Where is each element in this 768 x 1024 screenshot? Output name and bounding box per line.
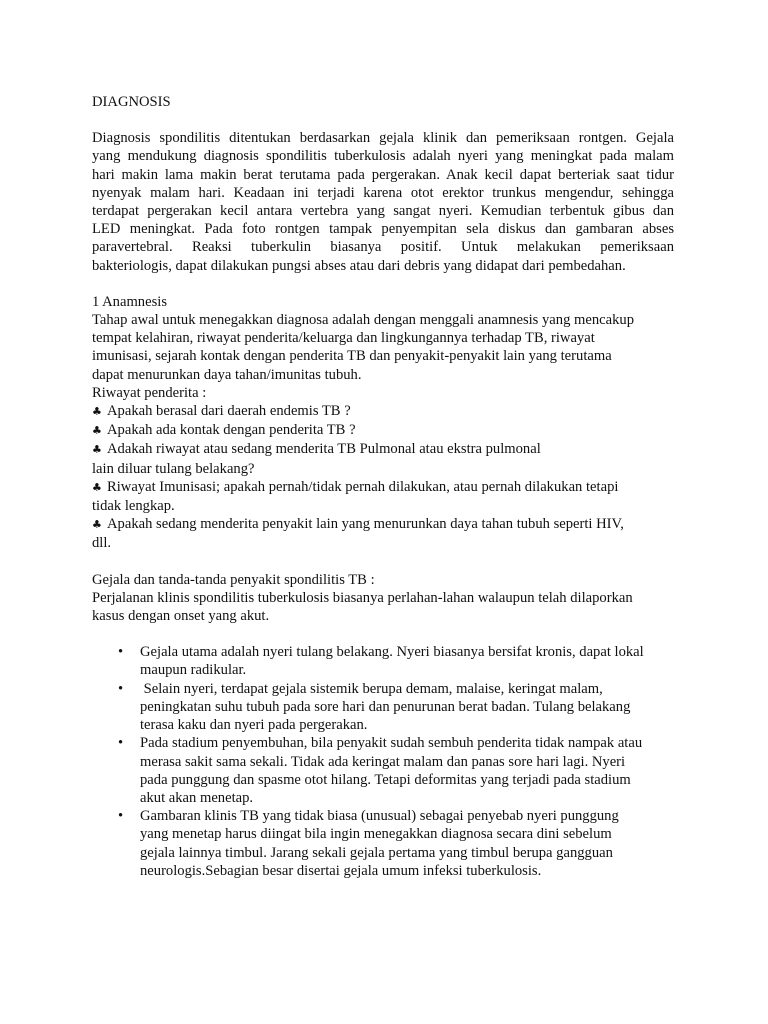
bullet-dot-icon: •	[118, 735, 124, 752]
anamnesis-line: tempat kelahiran, riwayat penderita/keluarga dan lingkungannya terhadap TB, riwayat	[92, 330, 595, 347]
anamnesis-heading: 1 Anamnesis	[92, 293, 167, 310]
list-item-line: Pada stadium penyembuhan, bila penyakit sudah sembuh penderita tidak nampak atau	[140, 735, 643, 752]
list-item-line: neurologis.Sebagian besar disertai gejala umum infeksi tuberkulosis.	[140, 862, 542, 879]
riwayat-item	[92, 478, 674, 497]
document-page	[92, 93, 674, 880]
intro-paragraph	[92, 129, 674, 275]
list-item-line: yang menetap harus diingat bila ingin menegakkan diagnosa secara dini sebelum	[140, 826, 612, 843]
list-item-line: peningkatan suhu tubuh pada sore hari dan penurunan berat badan. Tulang belakang	[140, 698, 631, 715]
list-item	[92, 734, 674, 807]
intro-line: terdapat pergerakan kecil antara vertebra yang sangat nyeri. Kemudian terbentuk gibus dan	[92, 203, 674, 220]
gejala-bullet-list	[92, 643, 674, 880]
anamnesis-line: dapat menurunkan daya tahan/imunitas tubuh.	[92, 366, 362, 383]
gejala-line: kasus dengan onset yang akut.	[92, 608, 270, 625]
bullet-dot-icon: •	[118, 808, 124, 825]
riwayat-item	[92, 515, 674, 534]
intro-line: bakteriologis, dapat dilakukan pungsi abses atau dari debris yang didapat dari pembedahan.	[92, 257, 626, 274]
list-item-line: merasa sakit sama sekali. Tidak ada keringat malam dan panas sore hari lagi. Nyeri	[140, 753, 626, 770]
bullet-dot-icon: •	[118, 644, 124, 661]
list-item-line: gejala lainnya timbul. Jarang sekali gejala pertama yang timbul berupa gangguan	[140, 844, 613, 861]
riwayat-item	[92, 421, 674, 440]
anamnesis-line: imunisasi, sejarah kontak dengan penderita TB dan penyakit-penyakit lain yang terutama	[92, 348, 612, 365]
riwayat-item-text: Apakah berasal dari daerah endemis TB ?	[107, 403, 351, 420]
intro-line: paravertebral. Reaksi tuberkulin biasanya positif. Untuk melakukan pemeriksaan	[92, 239, 674, 256]
list-item-line: pada punggung dan spasme otot hilang. Tetapi deformitas yang terjadi pada stadium	[140, 771, 631, 788]
club-bullet-icon: ♣	[92, 424, 102, 438]
club-bullet-icon: ♣	[92, 443, 102, 457]
intro-line: LED meningkat. Pada foto rontgen tampak penyempitan sela diskus dan gambaran abses	[92, 221, 674, 238]
list-item-line: Gejala utama adalah nyeri tulang belakang. Nyeri biasanya bersifat kronis, dapat lokal	[140, 644, 644, 661]
bullet-dot-icon: •	[118, 680, 124, 697]
riwayat-label: Riwayat penderita :	[92, 384, 207, 401]
riwayat-item-continuation: tidak lengkap.	[92, 498, 175, 515]
riwayat-item	[92, 440, 674, 459]
riwayat-item-text: Riwayat Imunisasi; apakah pernah/tidak pernah dilakukan, atau pernah dilakukan tetapi	[107, 478, 619, 495]
list-item-line: maupun radikular.	[140, 662, 247, 679]
riwayat-item-text: Apakah ada kontak dengan penderita TB ?	[107, 422, 356, 439]
intro-line: nyenyak malam hari. Keadaan ini terjadi karena otot erektor trunkus mengendur, sehingga	[92, 184, 674, 201]
riwayat-item-continuation: dll.	[92, 535, 112, 552]
document-title: DIAGNOSIS	[92, 94, 171, 110]
riwayat-item-text: Adakah riwayat atau sedang menderita TB Pulmonal atau ekstra pulmonal	[107, 441, 541, 458]
club-bullet-icon: ♣	[92, 480, 102, 494]
list-item-line: akut akan menetap.	[140, 789, 254, 806]
list-item-line: Gambaran klinis TB yang tidak biasa (unusual) sebagai penyebab nyeri punggung	[140, 808, 619, 825]
anamnesis-line: Tahap awal untuk menegakkan diagnosa adalah dengan menggali anamnesis yang mencakup	[92, 312, 634, 329]
list-item	[92, 643, 674, 679]
list-item	[92, 680, 674, 735]
list-item-line: Selain nyeri, terdapat gejala sistemik berupa demam, malaise, keringat malam,	[140, 680, 603, 697]
list-item-line: terasa kaku dan nyeri pada pergerakan.	[140, 717, 368, 734]
gejala-heading: Gejala dan tanda-tanda penyakit spondilitis TB :	[92, 571, 375, 588]
intro-line: Diagnosis spondilitis ditentukan berdasarkan gejala klinik dan pemeriksaan rontgen. Gejala	[92, 130, 674, 147]
riwayat-item	[92, 402, 674, 421]
list-item	[92, 807, 674, 880]
club-bullet-icon: ♣	[92, 518, 102, 532]
club-bullet-icon: ♣	[92, 405, 102, 419]
riwayat-item-text: Apakah sedang menderita penyakit lain yang menurunkan daya tahan tubuh seperti HIV,	[107, 516, 624, 533]
gejala-line: Perjalanan klinis spondilitis tuberkulosis biasanya perlahan-lahan walaupun telah dilaporkan	[92, 589, 633, 606]
intro-line: yang mendukung diagnosis spondilitis tuberkulosis adalah nyeri yang meningkat pada malam	[92, 148, 674, 165]
riwayat-item-continuation: lain diluar tulang belakang?	[92, 460, 255, 477]
intro-line: hari makin lama makin berat terutama pada pergerakan. Anak kecil dapat berteriak saat tidur	[92, 166, 674, 183]
anamnesis-section	[92, 293, 674, 553]
gejala-section	[92, 571, 674, 880]
